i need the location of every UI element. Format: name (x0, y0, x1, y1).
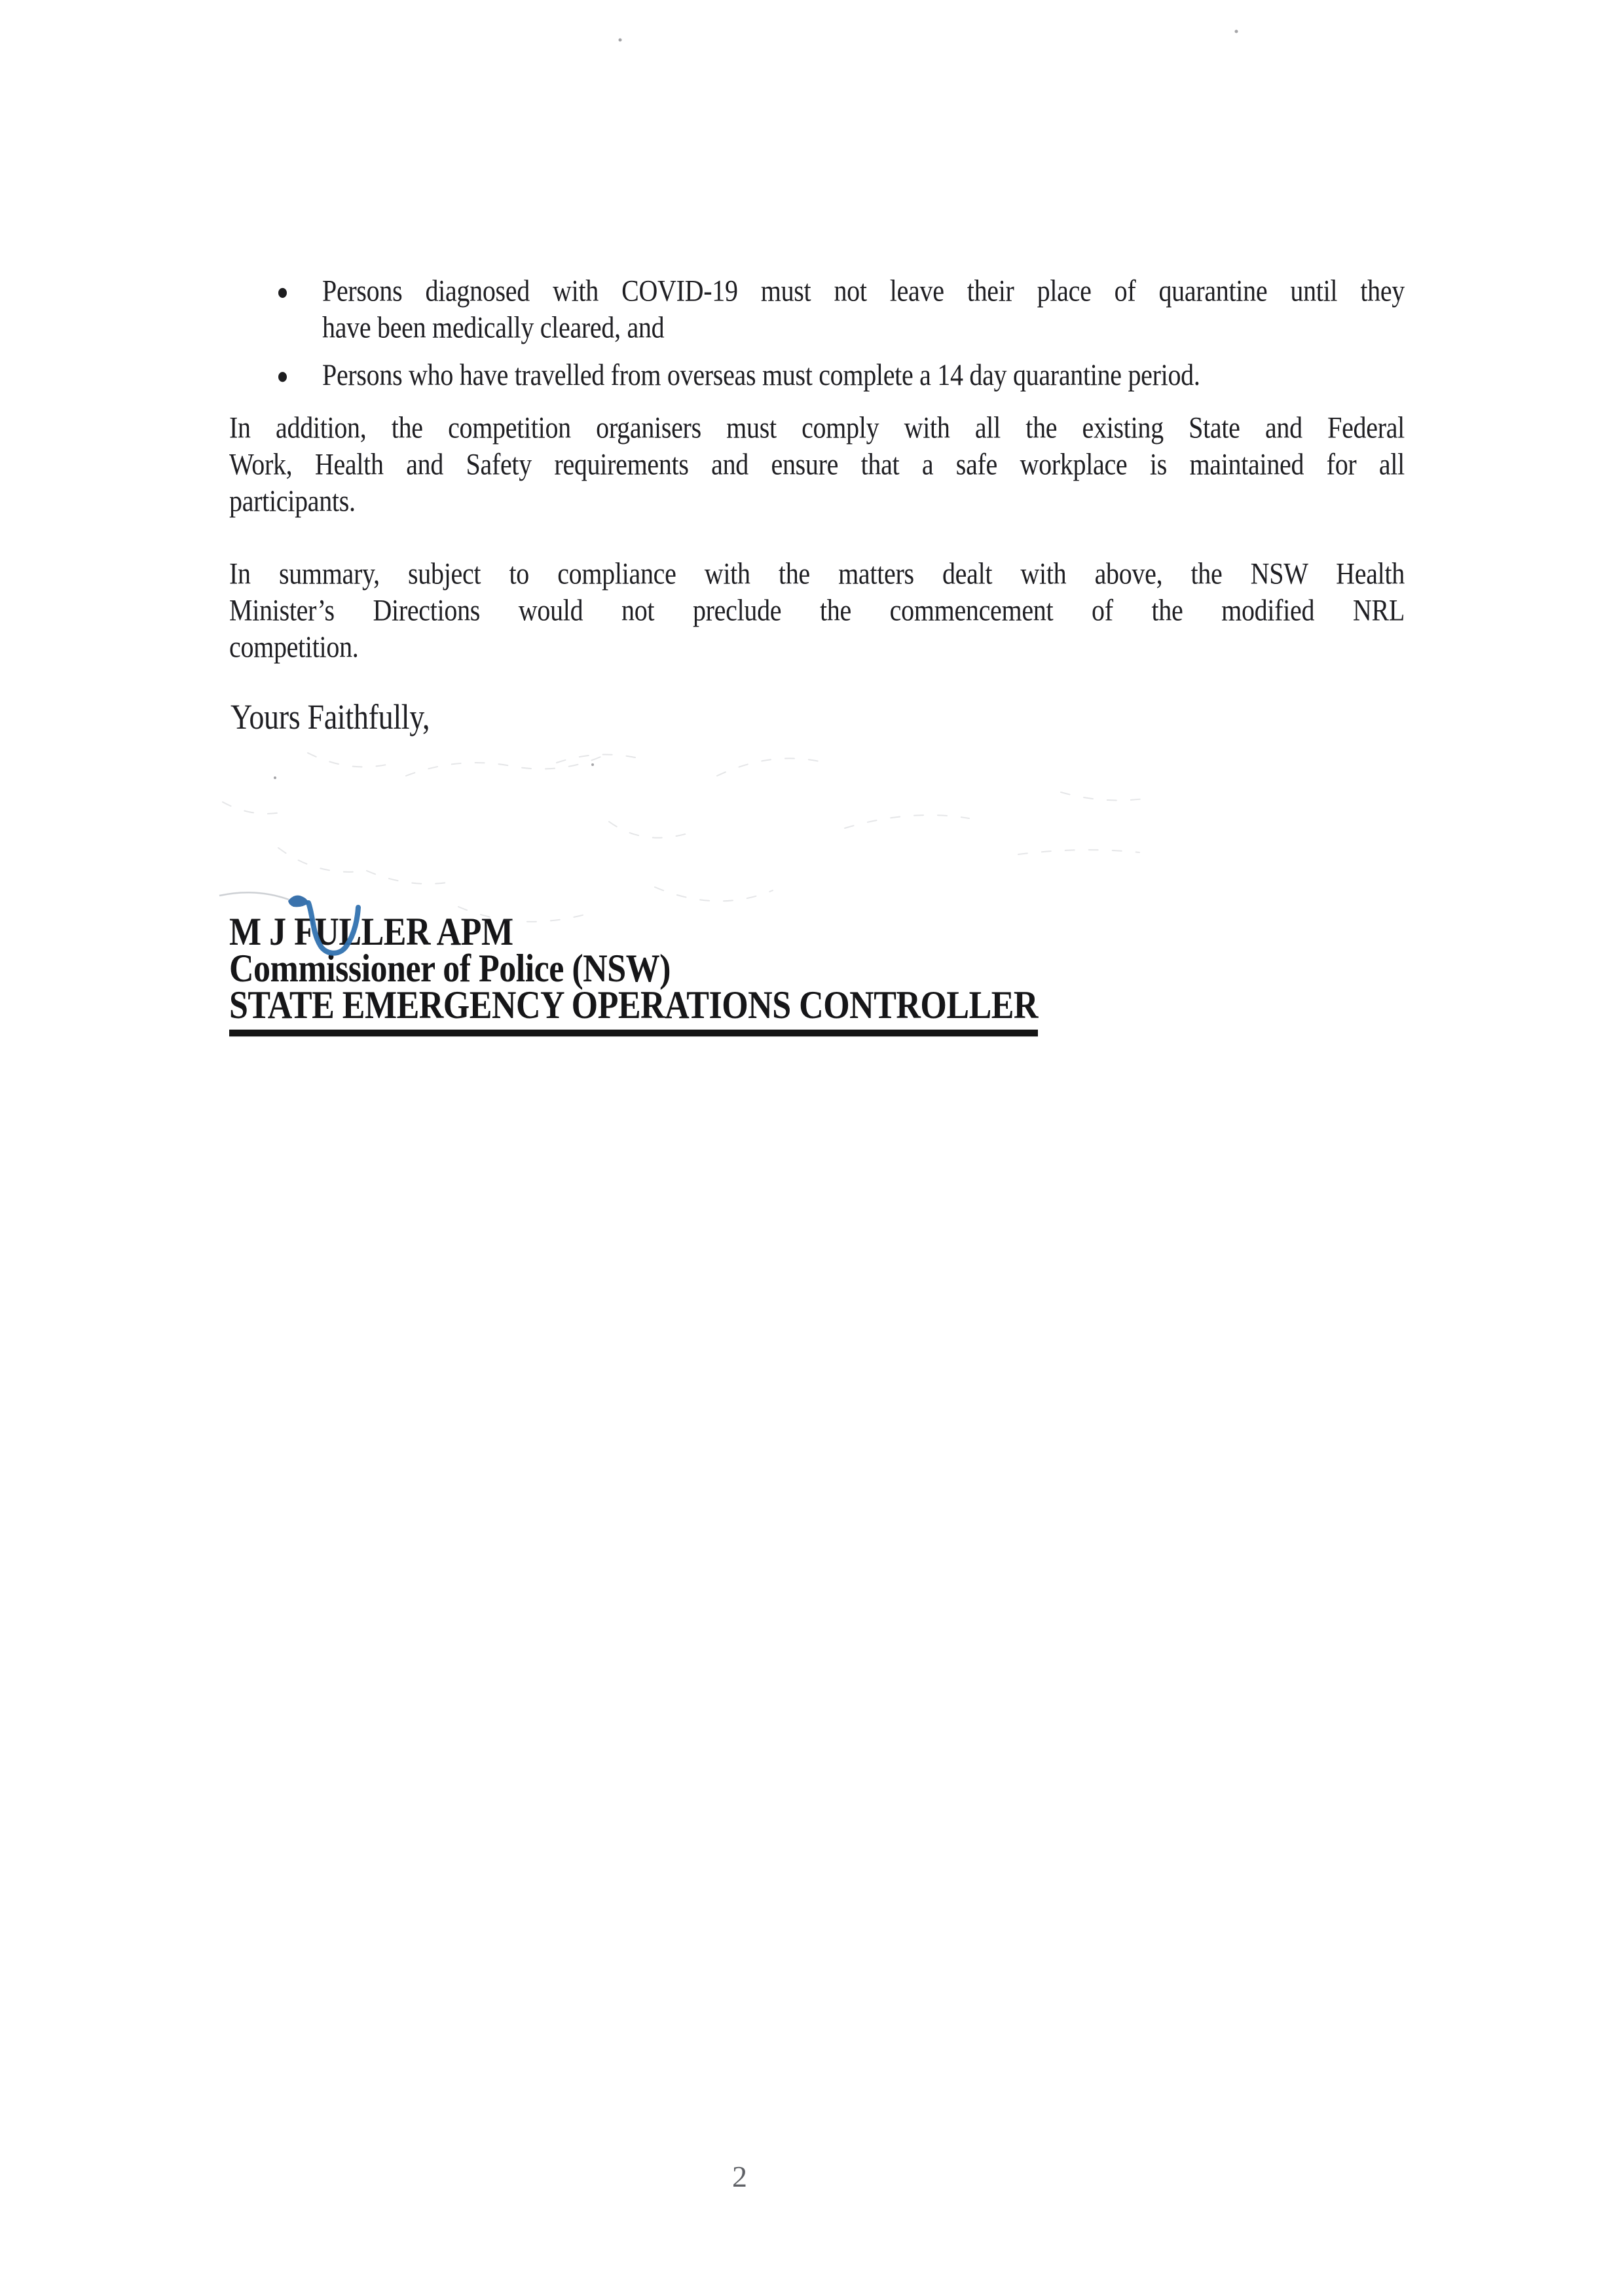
text-line: competition. (229, 629, 359, 664)
page-number: 2 (732, 2160, 748, 2193)
text-line: In addition, the competition organisers must comply with all the existing State and Federal (229, 410, 1405, 445)
signatory-name: M J FULLER APM (229, 910, 513, 955)
signatory-role-text: STATE EMERGENCY OPERATIONS CONTROLLER (229, 983, 1038, 1037)
signature-faint-marks (223, 753, 1153, 922)
signatory-title: Commissioner of Police (NSW) (229, 947, 671, 991)
text-line: In summary, subject to compliance with the matters dealt with above, the NSW Health (229, 556, 1405, 591)
signature-ink (288, 896, 358, 953)
text-line: have been medically cleared, and (322, 310, 665, 345)
text-line: Minister’s Directions would not preclude the commencement of the modified NRL (229, 592, 1405, 627)
closing-text: Yours Faithfully, (231, 697, 430, 737)
text-line: Persons who have travelled from overseas must complete a 14 day quarantine period. (322, 357, 1200, 392)
text-line: Persons diagnosed with COVID-19 must not leave their place of quarantine until they (322, 273, 1405, 308)
text-line: participants. (229, 483, 356, 519)
text-line: Work, Health and Safety requirements and ensure that a safe workplace is maintained for all (229, 446, 1405, 482)
scan-specks (274, 30, 1238, 780)
signature-faint-tail (219, 892, 289, 900)
